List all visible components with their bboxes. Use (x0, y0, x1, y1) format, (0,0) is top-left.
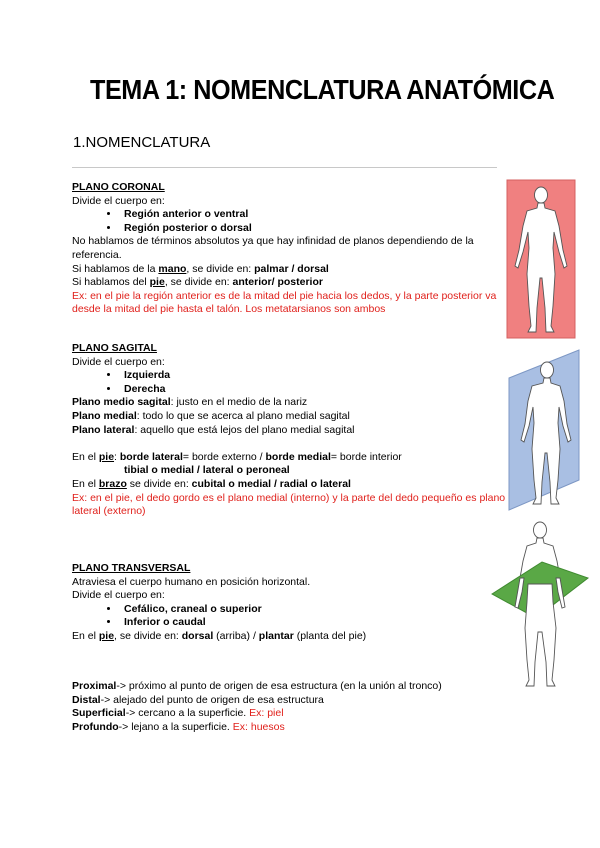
term-profundo: Profundo-> lejano a la superficie. Ex: huesos (72, 720, 285, 733)
transversal-pie-line: En el pie, se divide en: dorsal (arriba) / plantar (planta del pie) (72, 629, 367, 642)
terms-section (72, 680, 512, 734)
sagital-pie-line: En el pie: borde lateral= borde externo / borde medial= borde interior (72, 450, 402, 463)
transversal-intro: Divide el cuerpo en: (72, 589, 165, 602)
lateral-line: Plano lateral: aquello que está lejos del plano medial sagital (72, 423, 355, 436)
horizontal-divider (72, 167, 497, 168)
sagital-brazo-line: En el brazo se divide en: cubital o medial / radial o lateral (72, 477, 351, 490)
sagital-heading: PLANO SAGITAL (72, 342, 157, 354)
sagital-plane-figure (503, 346, 585, 516)
coronal-heading: PLANO CORONAL (72, 181, 165, 193)
sagital-intro: Divide el cuerpo en: (72, 355, 165, 368)
page-title: TEMA 1: NOMENCLATURA ANATÓMICA (90, 74, 555, 105)
list-item: • Derecha (120, 383, 512, 397)
coronal-pie-line: Si hablamos del pie, se divide en: anterior/ posterior (72, 276, 323, 289)
transversal-section (72, 562, 512, 644)
sagital-list (72, 369, 512, 396)
sagital-example: Ex: en el pie, el dedo gordo es el plano medial (interno) y la parte del dedo pequeño es plano lateral (externo) (72, 491, 506, 518)
medio-sagital-line: Plano medio sagital: justo en el medio de la nariz (72, 396, 308, 409)
coronal-note: No hablamos de términos absolutos ya que hay infinidad de planos dependiendo de la referencia. (72, 235, 474, 261)
medial-line: Plano medial: todo lo que se acerca al plano medial sagital (72, 409, 350, 422)
term-proximal: Proximal-> próximo al punto de origen de esa estructura (en la unión al tronco) (72, 680, 442, 692)
list-item: • Cefálico, craneal o superior (120, 603, 512, 617)
list-item: • Izquierda (120, 369, 512, 383)
coronal-list (72, 208, 512, 235)
section-heading: 1.NOMENCLATURA (73, 134, 211, 151)
transversal-heading: PLANO TRANSVERSAL (72, 562, 191, 574)
term-superficial: Superficial-> cercano a la superficie. Ex: piel (72, 707, 284, 720)
list-item: • Región posterior o dorsal (120, 222, 512, 236)
coronal-section (72, 181, 512, 317)
term-distal: Distal-> alejado del punto de origen de esa estructura (72, 693, 324, 706)
list-item: • Región anterior o ventral (120, 208, 512, 222)
transversal-line1: Atraviesa el cuerpo humano en posición horizontal. (72, 575, 311, 588)
sagital-pie-line2: tibial o medial / lateral o peroneal (124, 464, 290, 477)
transversal-list (72, 603, 512, 630)
coronal-intro: Divide el cuerpo en: (72, 194, 165, 207)
transversal-plane-figure (490, 516, 590, 692)
sagital-section (72, 342, 512, 519)
coronal-plane-figure (503, 178, 581, 342)
list-item: • Inferior o caudal (120, 616, 512, 630)
coronal-example: Ex: en el pie la región anterior es de la mitad del pie hacia los dedos, y la parte posterior va desde la mitad del pie hasta el talón. Los metatarsianos son ambos (72, 289, 497, 316)
coronal-mano-line: Si hablamos de la mano, se divide en: palmar / dorsal (72, 262, 329, 275)
